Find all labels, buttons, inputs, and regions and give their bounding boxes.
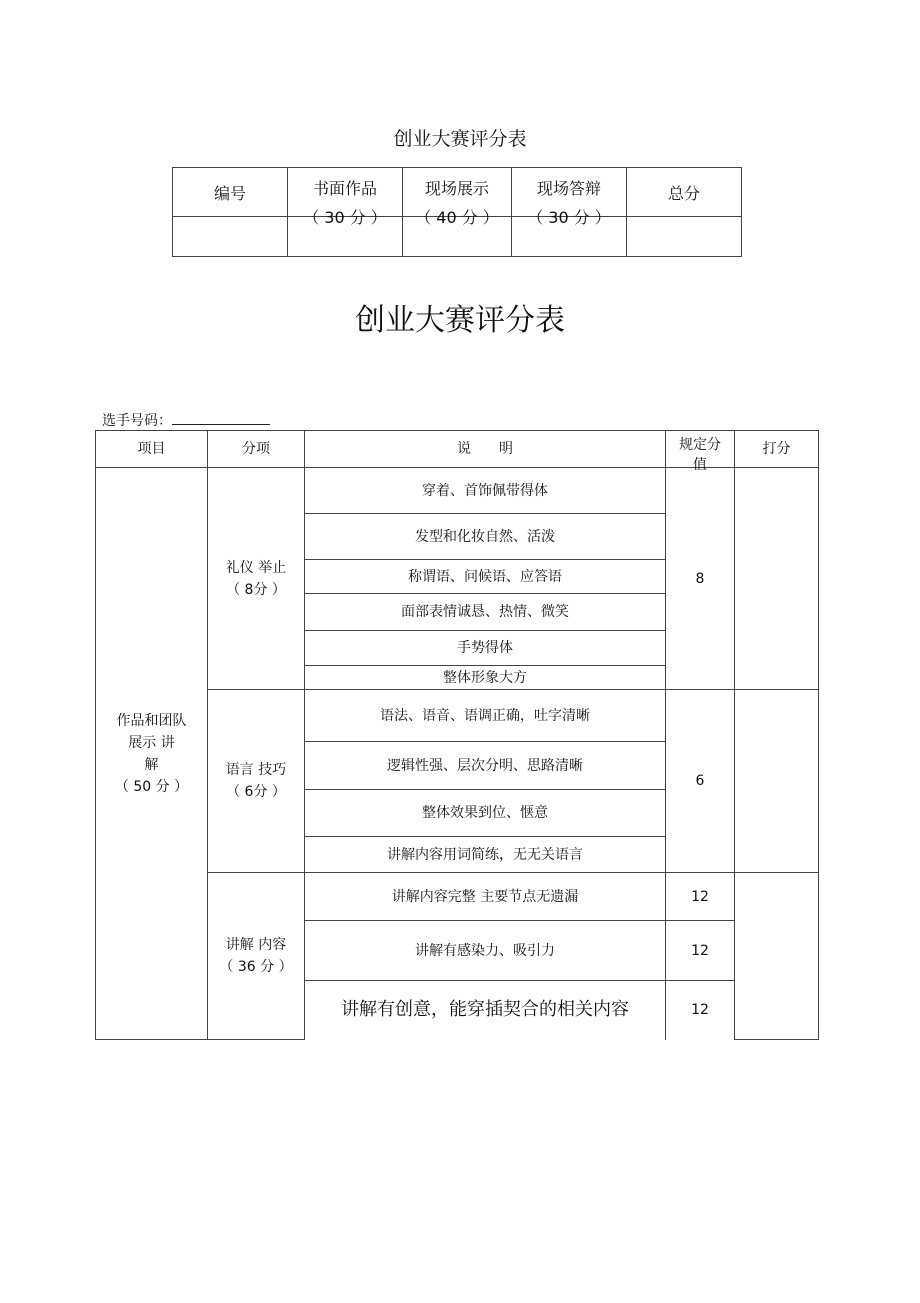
- criteria-row: 发型和化妆自然、活泼: [305, 514, 666, 560]
- criteria-row: 讲解内容完整 主要节点无遗漏: [305, 873, 666, 921]
- page-title-small: 创业大赛评分表: [393, 128, 527, 150]
- mark-cell-content[interactable]: [735, 873, 819, 1040]
- group-content: [208, 873, 305, 1040]
- contestant-number-field[interactable]: [172, 410, 270, 425]
- criteria-row: 讲解有创意，能穿插契合的相关内容: [305, 981, 666, 1040]
- summary-written-points: （ 30 分 ）: [303, 208, 387, 227]
- header-item: 项目: [96, 431, 208, 468]
- summary-header-written: [288, 168, 403, 227]
- header-desc: 说 明: [305, 431, 666, 468]
- summary-defense-label: 现场答辩: [536, 179, 601, 198]
- criteria-row: 整体形象大方: [305, 666, 666, 690]
- group-etiquette: [208, 468, 305, 690]
- group-content-points: （ 36 分 ）: [219, 959, 293, 975]
- score-content-2: 12: [666, 921, 735, 981]
- summary-header-total: 总分: [627, 168, 742, 217]
- group-language-name: 语言 技巧: [225, 762, 287, 778]
- category-line3: 解: [144, 756, 159, 773]
- page-title-large: 创业大赛评分表: [355, 303, 565, 338]
- scoring-table: [95, 430, 819, 1040]
- category-line1: 作品和团队: [116, 712, 187, 729]
- contestant-number: [102, 410, 270, 430]
- group-etiquette-points: （ 8分 ）: [226, 581, 286, 598]
- summary-presentation-label: 现场展示: [424, 179, 489, 198]
- summary-cell-total[interactable]: [627, 217, 742, 257]
- group-language: [208, 690, 305, 873]
- group-etiquette-name: 礼仪 举止: [225, 559, 287, 576]
- summary-header-defense: [512, 168, 627, 227]
- summary-header-id: 编号: [173, 168, 288, 217]
- summary-cell-id[interactable]: [173, 217, 288, 257]
- score-etiquette: 8: [666, 468, 735, 690]
- score-content-1: 12: [666, 873, 735, 921]
- header-score-line1: 规定分: [679, 437, 721, 453]
- header-score: [666, 431, 735, 473]
- criteria-row: 手势得体: [305, 631, 666, 666]
- group-language-points: （ 6分 ）: [226, 784, 286, 800]
- criteria-row: 面部表情诚恳、热情、微笑: [305, 594, 666, 631]
- criteria-row: 整体效果到位、惬意: [305, 790, 666, 837]
- criteria-row: 逻辑性强、层次分明、思路清晰: [305, 742, 666, 790]
- criteria-row: 穿着、首饰佩带得体: [305, 468, 666, 514]
- mark-cell-etiquette[interactable]: [735, 468, 819, 690]
- category-line2: 展示 讲: [128, 734, 175, 751]
- group-content-name: 讲解 内容: [225, 937, 287, 953]
- criteria-row: 讲解有感染力、吸引力: [305, 921, 666, 981]
- header-sub: 分项: [208, 431, 305, 468]
- criteria-row: 语法、语音、语调正确，吐字清晰: [305, 690, 666, 742]
- criteria-row: 讲解内容用词简练，无无关语言: [305, 837, 666, 873]
- summary-table: [172, 167, 742, 257]
- summary-presentation-points: （ 40 分 ）: [415, 208, 499, 227]
- contestant-label: 选手号码：: [102, 413, 172, 429]
- summary-header-presentation: [403, 168, 512, 227]
- summary-defense-points: （ 30 分 ）: [527, 208, 611, 227]
- header-mark: 打分: [735, 431, 819, 468]
- score-content-3: 12: [666, 981, 735, 1040]
- category-line4: （ 50 分 ）: [114, 778, 189, 795]
- score-language: 6: [666, 690, 735, 873]
- summary-written-label: 书面作品: [312, 179, 377, 198]
- category-cell: [96, 468, 208, 1040]
- mark-cell-language[interactable]: [735, 690, 819, 873]
- header-score-line2: 值: [693, 457, 707, 473]
- criteria-row: 称谓语、问候语、应答语: [305, 560, 666, 594]
